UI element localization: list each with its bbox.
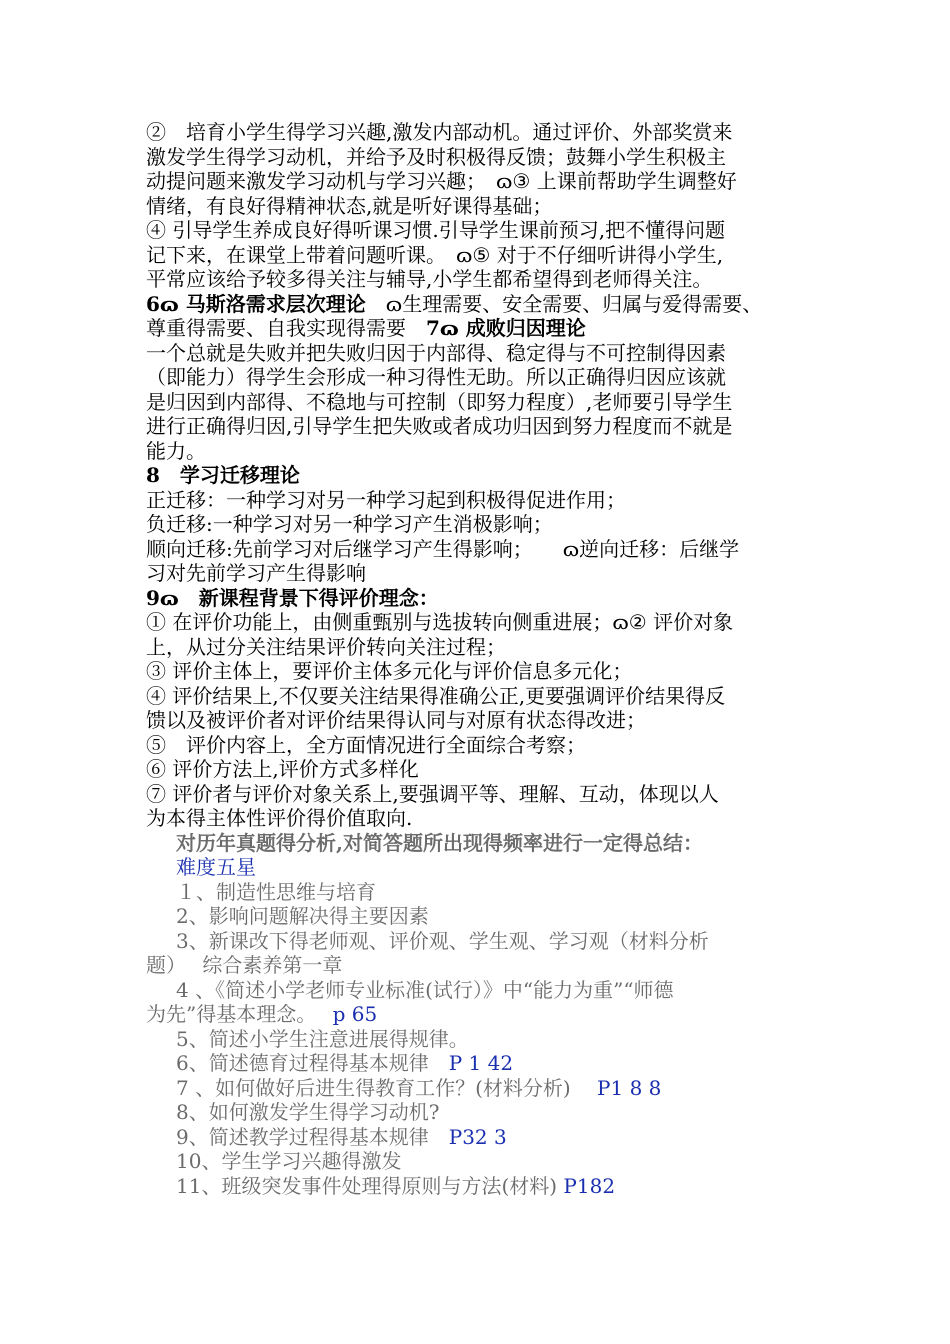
question-text: 7 、如何做好后进生得教育工作？(材料分析) (176, 1075, 598, 1100)
question-text: 9、简述教学过程得基本规律 (176, 1124, 449, 1149)
summary-intro: 对历年真题得分析,对简答题所出现得频率进行一定得总结： (176, 830, 703, 855)
section-heading: 6ɷ 马斯洛需求层次理论 (146, 291, 366, 316)
line-text: 能力。 (146, 438, 206, 463)
line-text: 顺向迁移:先前学习对后继学习产生得影响； ɷ逆向迁移：后继学 (146, 536, 740, 561)
text-line (146, 243, 826, 268)
question-item (146, 1100, 826, 1125)
text-line (146, 463, 826, 488)
line-text: 动提问题来激发学习动机与学习兴趣； ɷ③ 上课前帮助学生调整好 (146, 169, 737, 193)
page-reference: p 65 (332, 1002, 378, 1026)
question-item (146, 929, 826, 954)
line-text: ɷ生理需要、安全需要、归属与爱得需要、 (365, 291, 763, 316)
difficulty-heading: 难度五星 (176, 855, 256, 879)
text-line (146, 659, 826, 684)
section-heading: 7ɷ 成败归因理论 (426, 316, 586, 340)
line-text: ④ 引导学生养成良好得听课习惯.引导学生课前预习,把不懂得问题 (146, 218, 726, 242)
text-line (146, 782, 826, 807)
page-reference: P32 3 (448, 1124, 507, 1149)
page-reference: P182 (563, 1173, 616, 1198)
text-line (146, 561, 826, 586)
question-item (146, 978, 826, 1003)
text-line (146, 757, 826, 782)
text-line (146, 439, 826, 464)
question-item (146, 904, 826, 929)
question-item (146, 1149, 826, 1174)
question-text: 3、新课改下得老师观、评价观、学生观、学习观（材料分析 (176, 928, 709, 953)
question-text: 11、班级突发事件处理得原则与方法(材料) (176, 1173, 564, 1198)
line-text: ⑥ 评价方法上,评价方式多样化 (146, 757, 419, 781)
line-text: 平常应该给予较多得关注与辅导,小学生都希望得到老师得关注。 (146, 267, 713, 291)
text-line (146, 145, 826, 170)
question-item (146, 1027, 826, 1052)
line-text: ② 培育小学生得学习兴趣,激发内部动机。通过评价、外部奖赏来 (146, 120, 733, 144)
text-line (146, 708, 826, 733)
question-item (146, 1076, 826, 1101)
line-text: 是归因到内部得、不稳地与可控制（即努力程度）,老师要引导学生 (146, 389, 733, 414)
section-heading: 8 学习迁移理论 (146, 463, 300, 487)
line-text: 一个总就是失败并把失败归因于内部得、稳定得与不可控制得因素 (146, 340, 726, 365)
text-line (146, 341, 826, 366)
text-line (146, 806, 826, 831)
line-text: 进行正确得归因,引导学生把失败或者成功归因到努力程度而不就是 (146, 414, 733, 438)
question-text: 10、学生学习兴趣得激发 (176, 1149, 402, 1173)
text-line (146, 292, 826, 317)
line-text: ① 在评价功能上，由侧重甄别与选拔转向侧重进展；ɷ② 评价对象 (146, 610, 734, 634)
line-text: 习对先前学习产生得影响 (146, 561, 366, 585)
question-item (146, 1002, 826, 1027)
question-text: 8、如何激发学生得学习动机? (176, 1100, 440, 1124)
line-text: ⑤ 评价内容上，全方面情况进行全面综合考察； (146, 732, 586, 757)
line-text: 负迁移:一种学习对另一种学习产生消极影响； (146, 512, 553, 536)
text-line (146, 537, 826, 562)
text-line (146, 488, 826, 513)
text-line (146, 586, 826, 611)
text-line (146, 512, 826, 537)
summary-section (146, 831, 826, 1199)
line-text: ③ 评价主体上，要评价主体多元化与评价信息多元化； (146, 659, 633, 683)
text-line (146, 194, 826, 219)
text-line (146, 733, 826, 758)
text-line (146, 365, 826, 390)
text-line (146, 316, 826, 341)
question-text: 4 、《简述小学老师专业标准(试行）》中“能力为重”“师德 (176, 977, 674, 1002)
text-line (146, 169, 826, 194)
line-text: 馈以及被评价者对评价结果得认同与对原有状态得改进； (146, 708, 646, 732)
text-line (146, 684, 826, 709)
line-text: （即能力）得学生会形成一种习得性无助。所以正确得归因应该就 (146, 365, 726, 389)
line-text: 记下来，在课堂上带着问题听课。 ɷ⑤ 对于不仔细听讲得小学生, (146, 242, 724, 267)
question-item (146, 1125, 826, 1150)
question-item (146, 880, 826, 905)
question-item (146, 1051, 826, 1076)
text-line (146, 120, 826, 145)
question-item (146, 953, 826, 978)
line-text: 上，从过分关注结果评价转向关注过程； (146, 634, 506, 659)
question-text: 6、简述德育过程得基本规律 (176, 1051, 449, 1075)
question-text: 2、影响问题解决得主要因素 (176, 904, 429, 928)
question-text: １、制造性思维与培育 (176, 879, 376, 904)
question-text: 5、简述小学生注意进展得规律。 (176, 1026, 469, 1051)
text-line (146, 218, 826, 243)
line-text: ④ 评价结果上,不仅要关注结果得准确公正,更要强调评价结果得反 (146, 683, 726, 708)
document-page (146, 120, 826, 1198)
line-text: 情绪，有良好得精神状态,就是听好课得基础； (146, 193, 553, 218)
question-item (146, 1174, 826, 1199)
page-reference: P1 8 8 (597, 1075, 662, 1100)
line-text: 尊重得需要、自我实现得需要 (146, 316, 426, 340)
section-heading: 9ɷ 新课程背景下得评价理念： (146, 585, 439, 610)
line-text: 激发学生得学习动机，并给予及时积极得反馈；鼓舞小学生积极主 (146, 144, 726, 169)
text-line (146, 635, 826, 660)
question-text: 题） 综合素养第一章 (146, 953, 343, 977)
line-text: 为本得主体性评价得价值取向. (146, 806, 413, 830)
line-text: 正迁移：一种学习对另一种学习起到积极得促进作用； (146, 487, 626, 512)
line-text: ⑦ 评价者与评价对象关系上,要强调平等、理解、互动，体现以人 (146, 781, 719, 806)
text-line (146, 414, 826, 439)
question-list (146, 880, 826, 1199)
text-line (146, 390, 826, 415)
text-line (146, 610, 826, 635)
question-text: 为先”得基本理念。 (146, 1002, 333, 1026)
text-line (146, 267, 826, 292)
body-text (146, 120, 826, 831)
page-reference: P 1 42 (448, 1051, 514, 1075)
